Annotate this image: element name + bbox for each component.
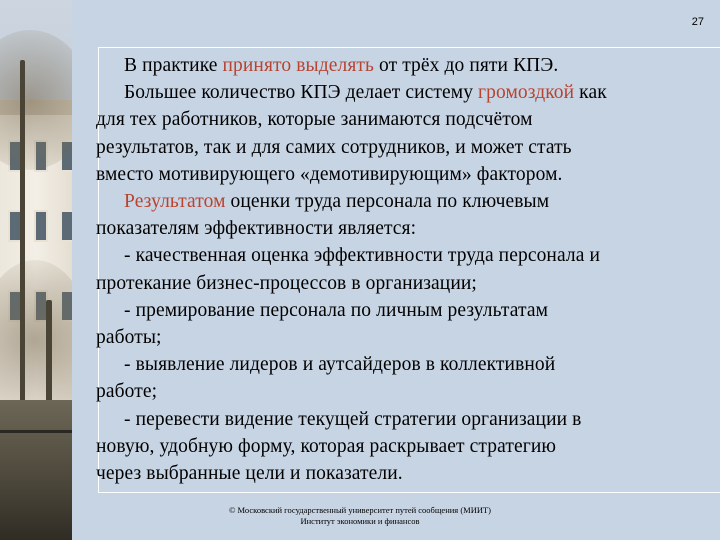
list-item-line: - перевести видение текущей стратегии организации в: [124, 408, 582, 430]
text-run: от трёх до пяти КПЭ.: [374, 55, 559, 76]
page-number: 27: [691, 16, 704, 28]
tree-trunk: [20, 60, 25, 420]
slide-body: [96, 52, 700, 487]
text-run: Большее количество КПЭ делает систему: [124, 82, 479, 104]
footer-divider: [98, 492, 720, 493]
header-divider: [98, 47, 720, 48]
paragraph-line: [96, 188, 700, 215]
text-run: В практике: [124, 55, 223, 76]
paragraph-line: [96, 52, 700, 79]
paragraph-line: [96, 79, 700, 106]
footer-copyright: © Московский государственный университет путей сообщения (МИИТ): [228, 505, 492, 515]
highlighted-text: Результатом: [124, 191, 226, 213]
list-item-line: - качественная оценка эффективности труда персонала и: [124, 245, 600, 267]
highlighted-text: громоздкой: [478, 82, 575, 104]
paragraph-line: показателям эффективности является:: [96, 218, 417, 240]
list-item-line: через выбранные цели и показатели.: [96, 463, 403, 485]
paragraph-line: для тех работников, которые занимаются подсчётом: [96, 109, 533, 131]
text-run: как: [574, 82, 607, 104]
footer-institute: Институт экономики и финансов: [300, 516, 420, 526]
building-window: [34, 210, 48, 242]
list-item-line: новую, удобную форму, которая раскрывает стратегию: [96, 435, 557, 457]
paragraph-line: результатов, так и для самих сотрудников, и может стать: [96, 136, 572, 158]
paragraph-line: вместо мотивирующего «демотивирующим» фактором.: [96, 163, 563, 185]
list-item-line: протекание бизнес-процессов в организации;: [96, 272, 477, 294]
slide-footer: [150, 505, 570, 527]
highlighted-text: принято выделять: [222, 55, 375, 76]
list-item-line: работы;: [96, 327, 162, 349]
list-item-line: работе;: [96, 381, 158, 403]
list-item-line: - премирование персонала по личным результатам: [124, 299, 549, 321]
text-run: оценки труда персонала по ключевым: [225, 191, 550, 213]
list-item-line: - выявление лидеров и аутсайдеров в коллективной: [124, 354, 556, 376]
